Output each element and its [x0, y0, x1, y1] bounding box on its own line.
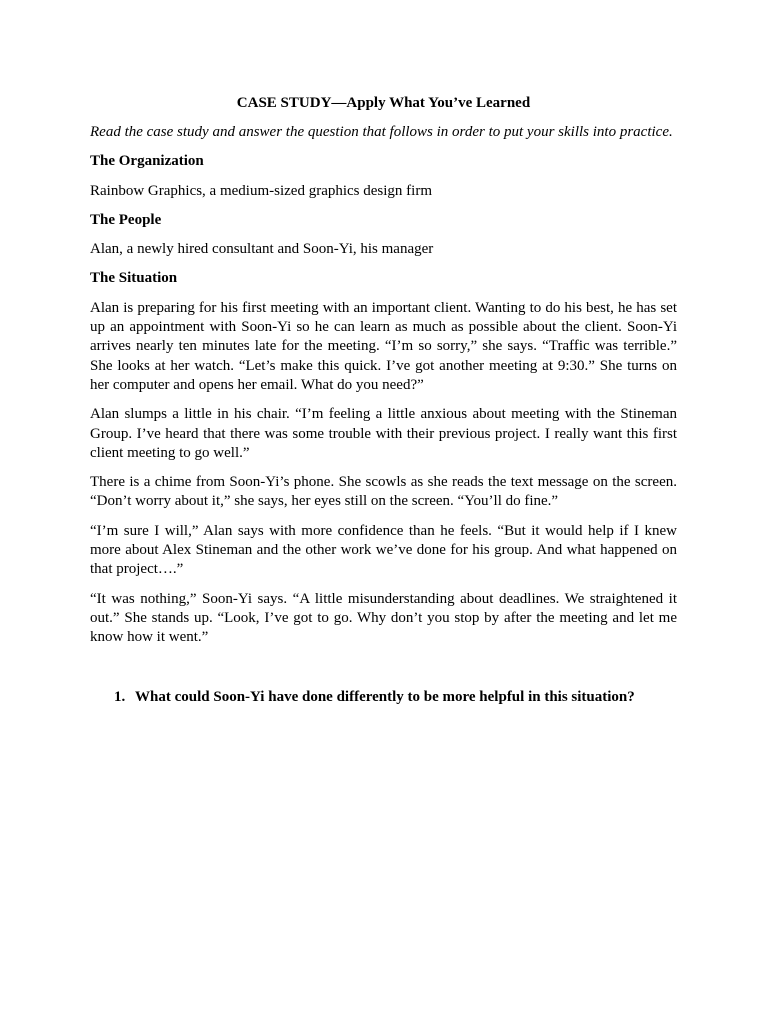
- situation-paragraph: There is a chime from Soon-Yi’s phone. She scowls as she reads the text message on the screen. “Don’t worry about it,” she says, her eyes still on the screen. “You’ll do fine.”: [90, 474, 677, 510]
- situation-paragraph: Alan is preparing for his first meeting with an important client. Wanting to do his best, he has set up an appointment with Soon-Yi so he can learn as much as possible about the client. Soon-Yi arrives nearly ten minutes late for the meeting. “I’m so sorry,” she says. “Traffic was terrible.” She looks at her watch. “Let’s make this quick. I’ve got another meeting at 9:30.” She turns on her computer and opens her email. What do you need?”: [90, 299, 677, 393]
- section-heading-people: The People: [90, 211, 162, 228]
- question-number: 1.: [114, 688, 126, 705]
- question-item: [90, 688, 677, 707]
- organization-text: Rainbow Graphics, a medium-sized graphics design firm: [90, 182, 432, 199]
- question-text: What could Soon-Yi have done differently to be more helpful in this situation?: [135, 688, 635, 705]
- people-text: Alan, a newly hired consultant and Soon-Yi, his manager: [90, 241, 434, 258]
- section-heading-situation: The Situation: [90, 270, 178, 287]
- situation-paragraph: “It was nothing,” Soon-Yi says. “A little misunderstanding about deadlines. We straightened it out.” She stands up. “Look, I’ve got to go. Why don’t you stop by after the meeting and let me know how it went.”: [90, 590, 677, 646]
- situation-paragraph: “I’m sure I will,” Alan says with more confidence than he feels. “But it would help if I knew more about Alex Stineman and the other work we’ve done for his group. And what happened on that project….”: [90, 522, 677, 578]
- intro-instructions: Read the case study and answer the question that follows in order to put your skills into practice.: [90, 124, 673, 140]
- question-list: [90, 688, 677, 707]
- situation-paragraph: Alan slumps a little in his chair. “I’m feeling a little anxious about meeting with the Stineman Group. I’ve heard that there was some trouble with their previous project. I really want this first client meeting to go well.”: [90, 406, 677, 461]
- page-title: CASE STUDY—Apply What You’ve Learned: [236, 95, 531, 111]
- section-heading-organization: The Organization: [90, 153, 204, 170]
